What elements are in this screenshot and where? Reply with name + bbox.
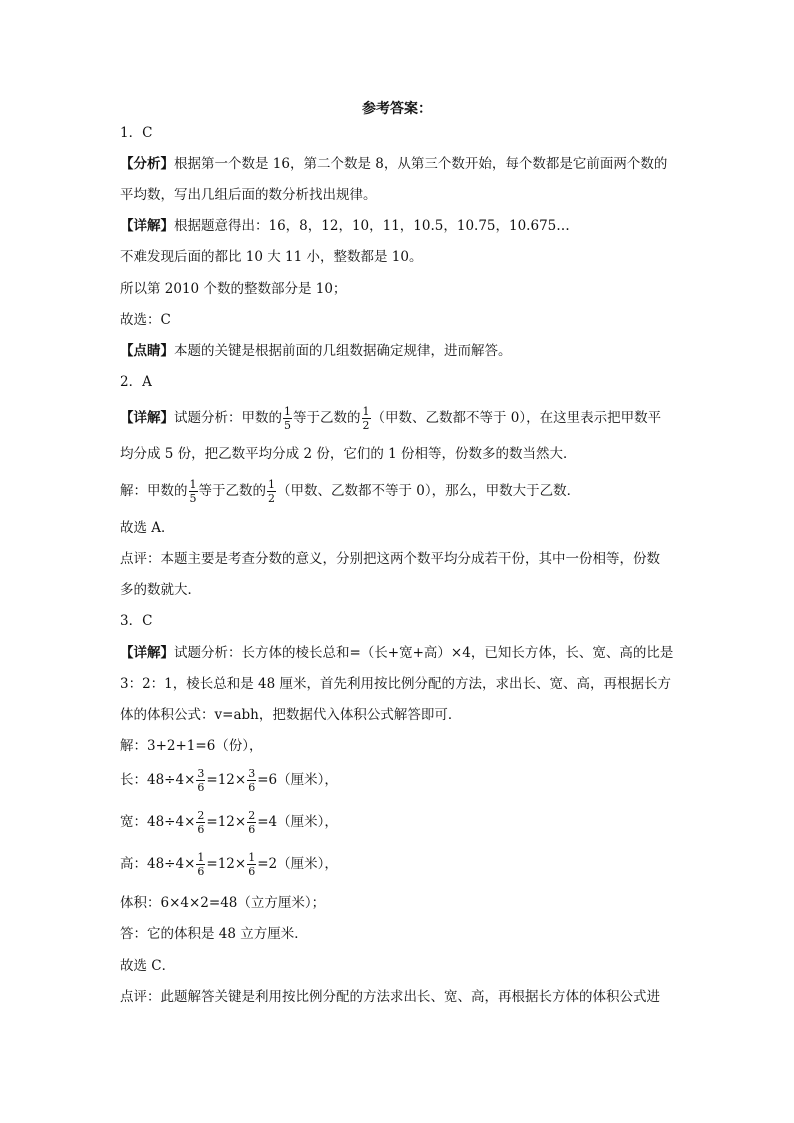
q1-analysis-line-1 bbox=[120, 154, 680, 174]
q1-choice: 故选：C bbox=[120, 312, 171, 328]
detail-tag: 【详解】 bbox=[120, 410, 174, 426]
q3-length-text-b: =12× bbox=[206, 772, 247, 788]
fraction-denominator: 6 bbox=[248, 865, 256, 878]
fraction-denominator: 2 bbox=[362, 419, 370, 432]
q1-detail-line bbox=[120, 216, 680, 236]
q3-choice: 故选 C． bbox=[120, 958, 176, 974]
fraction-denominator: 6 bbox=[197, 865, 205, 878]
fraction-numerator: 1 bbox=[248, 851, 256, 864]
q2-solution-text-a: 解：甲数的 bbox=[120, 483, 188, 499]
fraction-denominator: 6 bbox=[197, 823, 205, 836]
q1-comment-line bbox=[120, 341, 680, 361]
analysis-tag: 【分析】 bbox=[120, 156, 174, 172]
q2-solution-line bbox=[120, 475, 680, 507]
fraction-numerator: 1 bbox=[268, 478, 275, 491]
q2-comment-line-2: 多的数就大． bbox=[120, 582, 201, 598]
q3-number: 3．C bbox=[120, 613, 153, 629]
q2-comment-line-1: 点评：本题主要是考查分数的意义，分别把这两个数平均分成若干份，其中一份相等，份数 bbox=[120, 551, 660, 567]
q1-analysis-line-2: 平均数，写出几组后面的数分析找出规律。 bbox=[120, 187, 377, 203]
q2-number: 2．A bbox=[120, 374, 152, 390]
comment-tag: 【点睛】 bbox=[120, 343, 174, 359]
q1-comment-text: 本题的关键是根据前面的几组数据确定规律，进而解答。 bbox=[174, 343, 512, 359]
q3-volume-line: 体积：6×4×2=48（立方厘米）； bbox=[120, 895, 326, 911]
q1-line-3: 所以第 2010 个数的整数部分是 10； bbox=[120, 281, 347, 297]
fraction-numerator: 2 bbox=[248, 809, 256, 822]
q1-detail-text: 根据题意得出：16，8，12，10，11，10.5，10.75，10.675… bbox=[174, 218, 570, 234]
q2-detail-line-2: 均分成 5 份，把乙数平均分成 2 份，它们的 1 份相等，份数多的数当然大． bbox=[120, 446, 577, 462]
fraction-numerator: 2 bbox=[197, 809, 205, 822]
fraction bbox=[247, 809, 256, 836]
fraction-numerator: 3 bbox=[248, 767, 256, 780]
page-title: 参考答案： bbox=[362, 101, 432, 117]
fraction-numerator: 1 bbox=[189, 478, 197, 491]
q2-detail-line-1 bbox=[120, 402, 680, 434]
q3-height-text-b: =12× bbox=[206, 856, 247, 872]
fraction bbox=[267, 478, 276, 505]
fraction bbox=[247, 767, 256, 794]
q3-height-text-c: =2（厘米）， bbox=[257, 856, 338, 872]
q3-width-text-b: =12× bbox=[206, 814, 247, 830]
q3-length-text-a: 长：48÷4× bbox=[120, 772, 196, 788]
detail-tag: 【详解】 bbox=[120, 218, 174, 234]
fraction-denominator: 2 bbox=[268, 492, 275, 505]
q1-analysis-text: 根据第一个数是 16，第二个数是 8，从第三个数开始，每个数都是它前面两个数的 bbox=[174, 156, 668, 172]
q3-width-line bbox=[120, 806, 680, 838]
fraction-numerator: 1 bbox=[197, 851, 205, 864]
q3-width-text-c: =4（厘米）， bbox=[257, 814, 338, 830]
fraction bbox=[362, 405, 371, 432]
q3-comment-line-1: 点评：此题解答关键是利用按比例分配的方法求出长、宽、高，再根据长方体的体积公式进 bbox=[120, 989, 660, 1005]
q3-length-line bbox=[120, 764, 680, 796]
q3-detail-line-3: 体的体积公式：v=abh，把数据代入体积公式解答即可． bbox=[120, 707, 462, 723]
fraction-denominator: 6 bbox=[248, 781, 256, 794]
q2-solution-text-b: 等于乙数的 bbox=[198, 483, 266, 499]
q3-height-text-a: 高：48÷4× bbox=[120, 856, 196, 872]
fraction-denominator: 5 bbox=[284, 419, 291, 432]
fraction bbox=[247, 851, 256, 878]
q1-number: 1．C bbox=[120, 125, 153, 141]
q2-choice: 故选 A． bbox=[120, 520, 175, 536]
fraction-numerator: 3 bbox=[197, 767, 205, 780]
q2-solution-text-c: （甲数、乙数都不等于 0），那么，甲数大于乙数． bbox=[277, 483, 581, 499]
q3-solution-line-1: 解：3+2+1=6（份）， bbox=[120, 738, 263, 754]
fraction-numerator: 1 bbox=[362, 405, 370, 418]
q2-detail-text-a: 试题分析：甲数的 bbox=[174, 410, 282, 426]
q3-answer-line: 答：它的体积是 48 立方厘米． bbox=[120, 926, 308, 942]
fraction-denominator: 5 bbox=[189, 492, 197, 505]
fraction-denominator: 6 bbox=[197, 781, 205, 794]
fraction-denominator: 6 bbox=[248, 823, 256, 836]
q2-detail-text-b: 等于乙数的 bbox=[293, 410, 361, 426]
fraction bbox=[283, 405, 292, 432]
fraction bbox=[196, 767, 205, 794]
fraction bbox=[196, 809, 205, 836]
q3-length-text-c: =6（厘米）， bbox=[257, 772, 338, 788]
detail-tag: 【详解】 bbox=[120, 645, 174, 661]
q2-detail-text-c: （甲数、乙数都不等于 0），在这里表示把甲数平 bbox=[371, 410, 662, 426]
q1-line-2: 不难发现后面的都比 10 大 11 小，整数都是 10。 bbox=[120, 249, 423, 265]
q3-height-line bbox=[120, 848, 680, 880]
q3-width-text-a: 宽：48÷4× bbox=[120, 814, 196, 830]
fraction bbox=[196, 851, 205, 878]
q3-detail-line-1 bbox=[120, 643, 680, 663]
q3-detail-text: 试题分析：长方体的棱长总和=（长+宽+高）×4，已知长方体，长、宽、高的比是 bbox=[174, 645, 674, 661]
q3-detail-line-2: 3：2：1，棱长总和是 48 厘米，首先利用按比例分配的方法，求出长、宽、高，再根据长方 bbox=[120, 676, 672, 692]
fraction bbox=[189, 478, 198, 505]
fraction-numerator: 1 bbox=[284, 405, 291, 418]
